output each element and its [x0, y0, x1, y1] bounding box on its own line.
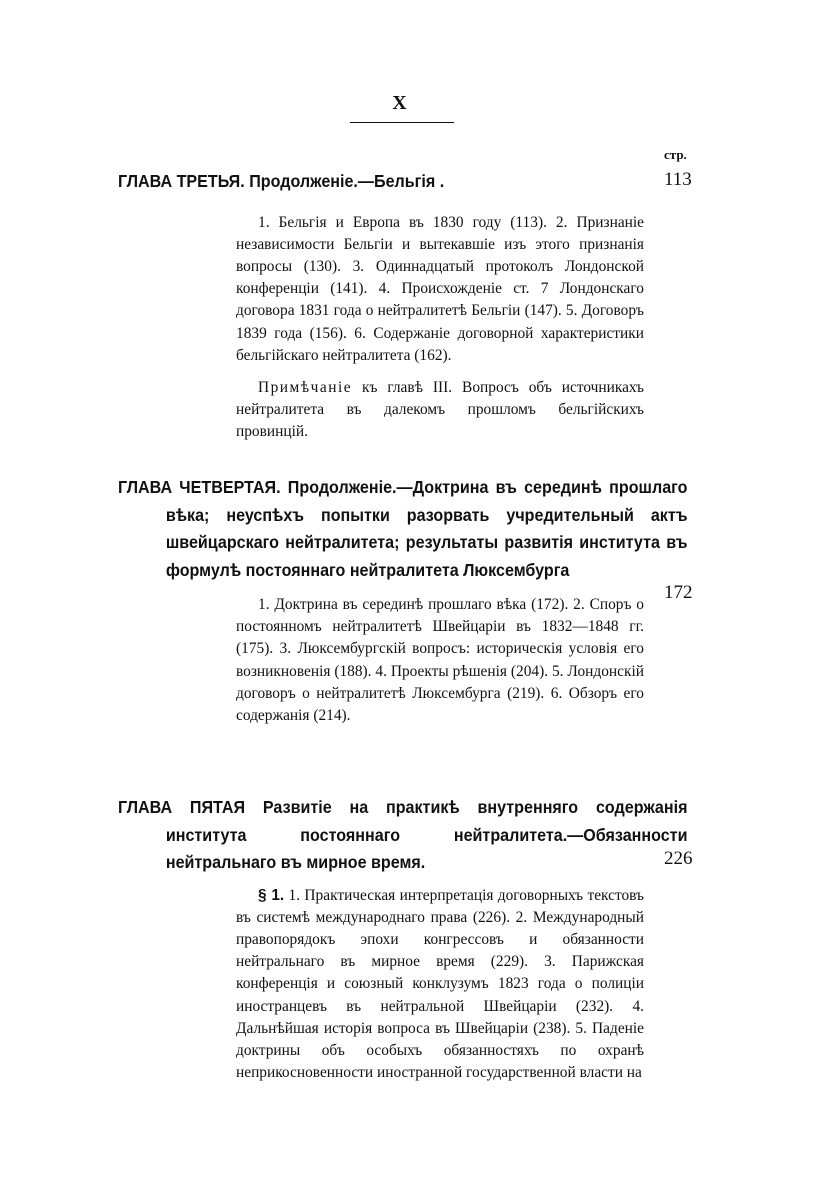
note-text: къ главѣ III. Вопросъ объ источникахъ нейтралитета въ далекомъ прошломъ бельгійскихъ провинцій. — [236, 378, 644, 441]
page-column-label: стр. — [664, 147, 687, 162]
chapter-page-ref: 226 — [664, 848, 693, 869]
chapter-summary: 1. Бельгія и Европа въ 1830 году (113). 2. Признаніе независимости Бельгіи и вытекавшіе изъ этого признанія вопросы (130). 3. Одиннадцатый протоколъ Лондонской конференціи (141). 4. Происхожденіе ст. 7 Лондонскаго договора 1831 года о нейтралитетѣ Бельгіи (147). 5. Договоръ 1839 года (156). 6. Содержаніе договорной характеристики бельгійскаго нейтралитета (162). — [236, 213, 644, 364]
section-sign: § 1. — [258, 886, 285, 904]
chapter-heading — [118, 168, 687, 196]
chapter-page-ref: 113 — [664, 169, 692, 190]
chapter-heading — [118, 474, 687, 584]
chapter-label: ГЛАВА ЧЕТВЕРТАЯ. — [118, 477, 281, 497]
chapter-title: Развитіе на практикѣ внутренняго содержанія института постояннаго нейтралитета.—Обязанности нейтральнаго въ мирное время. — [165, 797, 688, 872]
note-label: Примѣчаніе — [258, 378, 353, 396]
chapter-summary — [236, 885, 644, 1085]
chapter-page-ref: 172 — [664, 582, 693, 603]
chapter-heading — [118, 794, 687, 877]
chapter-summary: 1. Доктрина въ серединѣ прошлаго вѣка (172). 2. Споръ о постоянномъ нейтралитетѣ Швейцаріи въ 1832—1848 гг. (175). 3. Люксембургскій вопросъ: историческія условія его возникновенія (188). 4. Проекты рѣшенія (204). 5. Лондонскій договоръ о нейтралитетѣ Люксембурга (219). 6. Обзоръ его содержанія (214). — [236, 596, 644, 725]
section-text: 1. Практическая интерпретація договорныхъ текстовъ въ системѣ международнаго права (226). 2. Международный правопорядокъ эпохи конгрессовъ и обязанности нейтральнаго въ мирное время (229). 3. Парижская конференція и союзный конклузумъ 1823 года о полиціи иностранцевъ въ нейтральной Швейцаріи (232). 4. Дальнѣйшая исторія вопроса въ Швейцаріи (238). 5. Паденіе доктрины объ особыхъ обязанностяхъ по охранѣ неприкосновенности иностранной государственной власти на — [236, 886, 645, 1082]
chapter-title: Продолженіе.—Бельгія . — [244, 171, 445, 191]
page-number-rule — [350, 122, 454, 123]
chapter-note — [236, 377, 644, 444]
chapter-three — [118, 168, 692, 444]
chapter-four — [118, 474, 693, 727]
chapter-title: Продолженіе.—Доктрина въ серединѣ прошлаго вѣка; неуспѣхъ попытки разорвать учредительный актъ швейцарскаго нейтралитета; результаты развитія института въ формулѣ постояннаго нейтралитета Люксембурга — [165, 477, 688, 580]
chapter-five — [118, 794, 693, 1084]
chapter-label: ГЛАВА ТРЕТЬЯ. — [118, 171, 245, 191]
page-number: X — [392, 92, 408, 114]
chapter-label: ГЛАВА ПЯТАЯ — [118, 797, 246, 817]
